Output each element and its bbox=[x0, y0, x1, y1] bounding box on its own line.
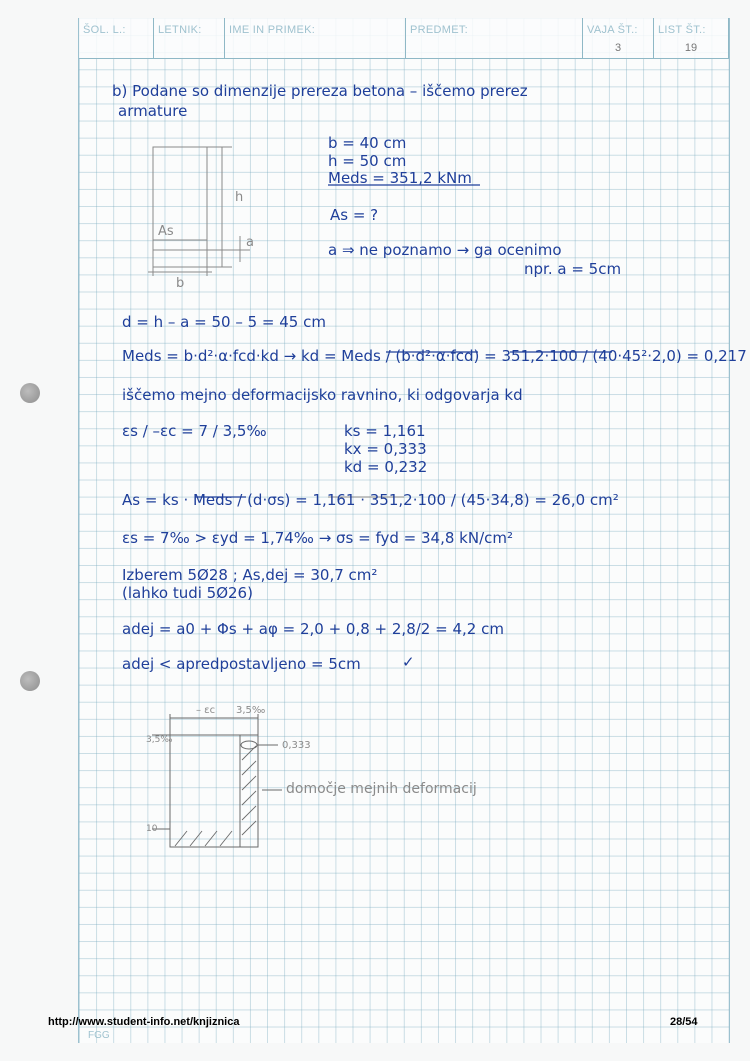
header-sol-label: ŠOL. L.: bbox=[83, 24, 126, 36]
diagram-label-top-left: – εc bbox=[196, 705, 216, 716]
calc-lahko: (lahko tudi 5Ø26) bbox=[122, 584, 253, 602]
given-meds: Meds = 351,2 kNm bbox=[328, 169, 472, 187]
calc-as: As = ks · Meds / (d·σs) = 1,161 · 351,2·100 / (45·34,8) = 26,0 cm² bbox=[122, 491, 619, 509]
sketch-label-a: a bbox=[246, 235, 254, 250]
diagram-label-left-bottom: 10 bbox=[146, 824, 158, 834]
calc-kx: kx = 0,333 bbox=[344, 440, 427, 458]
footer-fgg: FGG bbox=[88, 1030, 110, 1041]
diagram-label-0333: 0,333 bbox=[282, 740, 311, 751]
unknown-as: As = ? bbox=[330, 206, 379, 224]
sketch-label-b: b bbox=[176, 276, 185, 291]
header-ime-label: IME IN PRIMEK: bbox=[229, 24, 316, 36]
assume-line-1: a ⇒ ne poznamo → ga ocenimo bbox=[328, 241, 562, 259]
calc-kd: Meds = b·d²·α·fcd·kd → kd = Meds / (b·d²·α·fcd) = 351,2·100 / (40·45²·2,0) = 0,217 bbox=[122, 347, 747, 365]
strain-diagram bbox=[152, 714, 282, 847]
heading-line-1: b) Podane so dimenzije prereza betona – iščemo prerez bbox=[112, 82, 528, 100]
calc-iscemo: iščemo mejno deformacijsko ravnino, ki odgovarja kd bbox=[122, 386, 523, 404]
sketch-label-as: As bbox=[158, 224, 174, 239]
calc-kd-table: kd = 0,232 bbox=[344, 458, 428, 476]
calc-eps-ratio: εs / –εc = 7 / 3,5‰ bbox=[122, 422, 267, 440]
diagram-region-label: domočje mejnih deformacij bbox=[286, 781, 477, 797]
diagram-label-top-right: 3,5‰ bbox=[236, 705, 266, 716]
sketch-label-h: h bbox=[235, 190, 244, 205]
header-vaja-value: 3 bbox=[614, 42, 622, 54]
assume-line-2: npr. a = 5cm bbox=[524, 260, 622, 278]
cross-section-sketch bbox=[148, 147, 250, 276]
calc-d: d = h – a = 50 – 5 = 45 cm bbox=[122, 313, 326, 331]
calc-adej: adej = a0 + Φs + aφ = 2,0 + 0,8 + 2,8/2 = 4,2 cm bbox=[122, 620, 504, 638]
heading-line-2: armature bbox=[118, 102, 188, 120]
calc-ks: ks = 1,161 bbox=[344, 422, 426, 440]
check-mark: ✓ bbox=[402, 653, 415, 671]
calc-es: εs = 7‰ > εyd = 1,74‰ → σs = fyd = 34,8 kN/cm² bbox=[122, 529, 513, 547]
header-predmet-label: PREDMET: bbox=[410, 24, 469, 36]
given-h: h = 50 cm bbox=[328, 152, 407, 170]
footer-page-number: 28/54 bbox=[670, 1016, 698, 1028]
header-letnik-label: LETNIK: bbox=[158, 24, 202, 36]
header-list-label: LIST ŠT.: bbox=[658, 24, 706, 36]
calc-adej-check: adej < apredpostavljeno = 5cm bbox=[122, 655, 361, 673]
calc-izberem: Izberem 5Ø28 ; As,dej = 30,7 cm² bbox=[122, 566, 378, 584]
header-list-value: 19 bbox=[684, 42, 698, 54]
given-b: b = 40 cm bbox=[328, 134, 407, 152]
hatching bbox=[175, 746, 256, 846]
footer-url: http://www.student-info.net/knjiznica bbox=[48, 1016, 240, 1028]
diagram-label-left-top: 3,5‰ bbox=[146, 735, 173, 745]
header-vaja-label: VAJA ŠT.: bbox=[587, 24, 638, 36]
